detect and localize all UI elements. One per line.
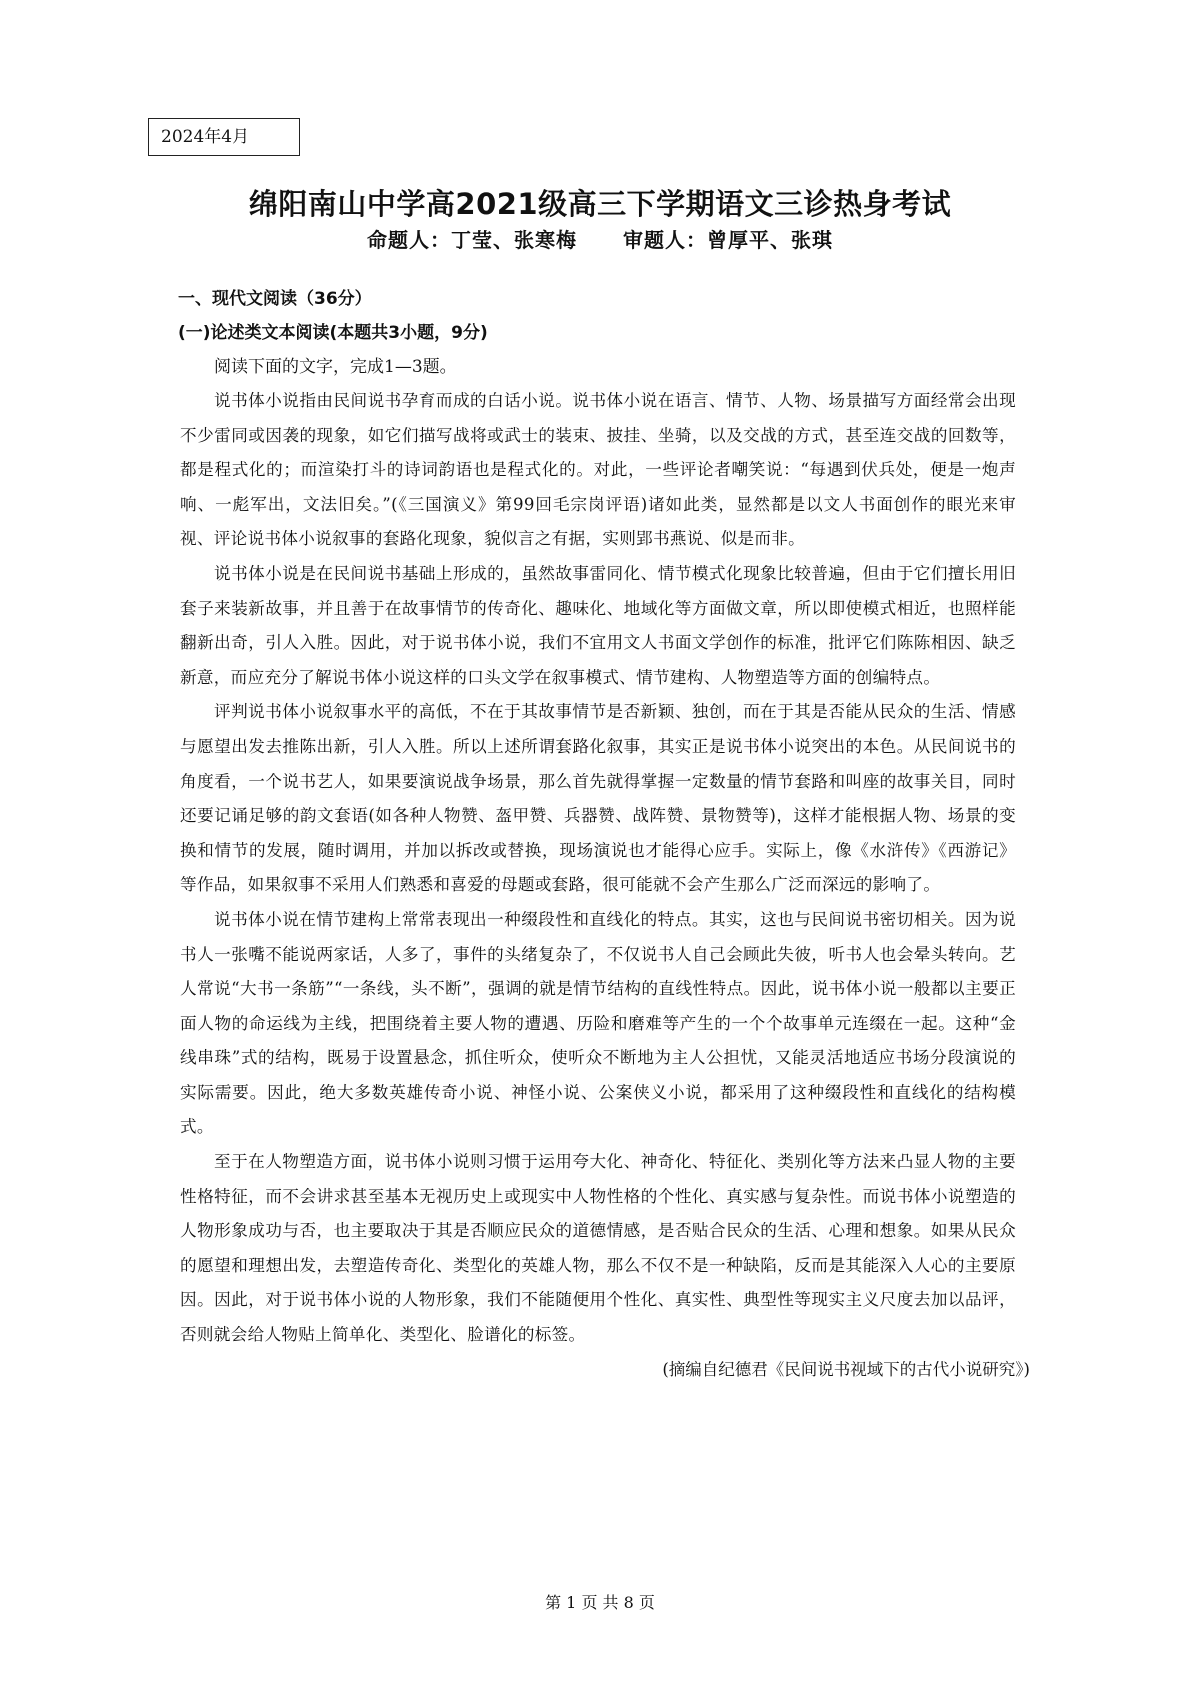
setters-label: 命题人：丁莹、张寒梅 [367, 228, 577, 252]
page-footer: 第 1 页 共 8 页 [545, 1593, 655, 1612]
article-paragraph-5: 至于在人物塑造方面，说书体小说则习惯于运用夸大化、神奇化、特征化、类别化等方法来凸显人物的主要性格特征，而不会讲求甚至基本无视历史上或现实中人物性格的个性化、真实感与复杂性。而说书体小说塑造的人物形象成功与否，也主要取决于其是否顺应民众的道德情感，是否贴合民众的生活、心理和想象。如果从民众的愿望和理想出发，去塑造传奇化、类型化的英雄人物，那么不仅不是一种缺陷，反而是其能深入人心的主要原因。因此，对于说书体小说的人物形象，我们不能随便用个性化、真实性、典型性等现实主义尺度去加以品评，否则就会给人物贴上简单化、类型化、脸谱化的标签。 [180, 1152, 1016, 1345]
article-paragraph-2: 说书体小说是在民间说书基础上形成的，虽然故事雷同化、情节模式化现象比较普遍，但由于它们擅长用旧套子来装新故事，并且善于在故事情节的传奇化、趣味化、地域化等方面做文章，所以即使模式相近，也照样能翻新出奇，引人入胜。因此，对于说书体小说，我们不宜用文人书面文学创作的标准，批评它们陈陈相因、缺乏新意，而应充分了解说书体小说这样的口头文学在叙事模式、情节建构、人物塑造等方面的创编特点。 [180, 563, 1016, 687]
article-paragraph-1: 说书体小说指由民间说书孕育而成的白话小说。说书体小说在语言、情节、人物、场景描写方面经常会出现不少雷同或因袭的现象，如它们描写战将或武士的装束、披挂、坐骑，以及交战的方式，甚至连交战的回数等，都是程式化的；而渲染打斗的诗词韵语也是程式化的。对此，一些评论者嘲笑说：“每遇到伏兵处，便是一炮声响、一彪军出，文法旧矣。”(《三国演义》第99回毛宗岗评语)诸如此类，显然都是以文人书面创作的眼光来审视、评论说书体小说叙事的套路化现象，貌似言之有据，实则郢书燕说、似是而非。 [180, 391, 1016, 549]
date-label: 2024年4月 [148, 118, 300, 156]
main-content [178, 282, 1030, 1387]
section-heading: 一、现代文阅读（36分） [178, 289, 372, 309]
instruction-text: 阅读下面的文字，完成1—3题。 [214, 357, 457, 377]
source-citation: (摘编自纪德君《民间说书视域下的古代小说研究》) [662, 1359, 1030, 1379]
reviewers-label: 审题人：曾厚平、张琪 [623, 228, 833, 252]
subsection-heading: (一)论述类文本阅读(本题共3小题，9分) [178, 323, 488, 343]
exam-title: 绵阳南山中学高2021级高三下学期语文三诊热身考试 [248, 187, 952, 221]
article-paragraph-4: 说书体小说在情节建构上常常表现出一种缀段性和直线化的特点。其实，这也与民间说书密切相关。因为说书人一张嘴不能说两家话，人多了，事件的头绪复杂了，不仅说书人自己会顾此失彼，听书人也会晕头转向。艺人常说“大书一条筋”“一条线，头不断”，强调的就是情节结构的直线性特点。因此，说书体小说一般都以主要正面人物的命运线为主线，把围绕着主要人物的遭遇、历险和磨难等产生的一个个故事单元连缀在一起。这种“金线串珠”式的结构，既易于设置悬念，抓住听众，使听众不断地为主人公担忧，又能灵活地适应书场分段演说的实际需要。因此，绝大多数英雄传奇小说、神怪小说、公案侠义小说，都采用了这种缀段性和直线化的结构模式。 [180, 909, 1016, 1137]
article-paragraph-3: 评判说书体小说叙事水平的高低，不在于其故事情节是否新颖、独创，而在于其是否能从民众的生活、情感与愿望出发去推陈出新，引人入胜。所以上述所谓套路化叙事，其实正是说书体小说突出的本色。从民间说书的角度看，一个说书艺人，如果要演说战争场景，那么首先就得掌握一定数量的情节套路和叫座的故事关目，同时还要记诵足够的韵文套语(如各种人物赞、盔甲赞、兵器赞、战阵赞、景物赞等)，这样才能根据人物、场景的变换和情节的发展，随时调用，并加以拆改或替换，现场演说也才能得心应手。实际上，像《水浒传》《西游记》等作品，如果叙事不采用人们熟悉和喜爱的母题或套路，很可能就不会产生那么广泛而深远的影响了。 [180, 702, 1016, 895]
author-line [0, 224, 1200, 253]
